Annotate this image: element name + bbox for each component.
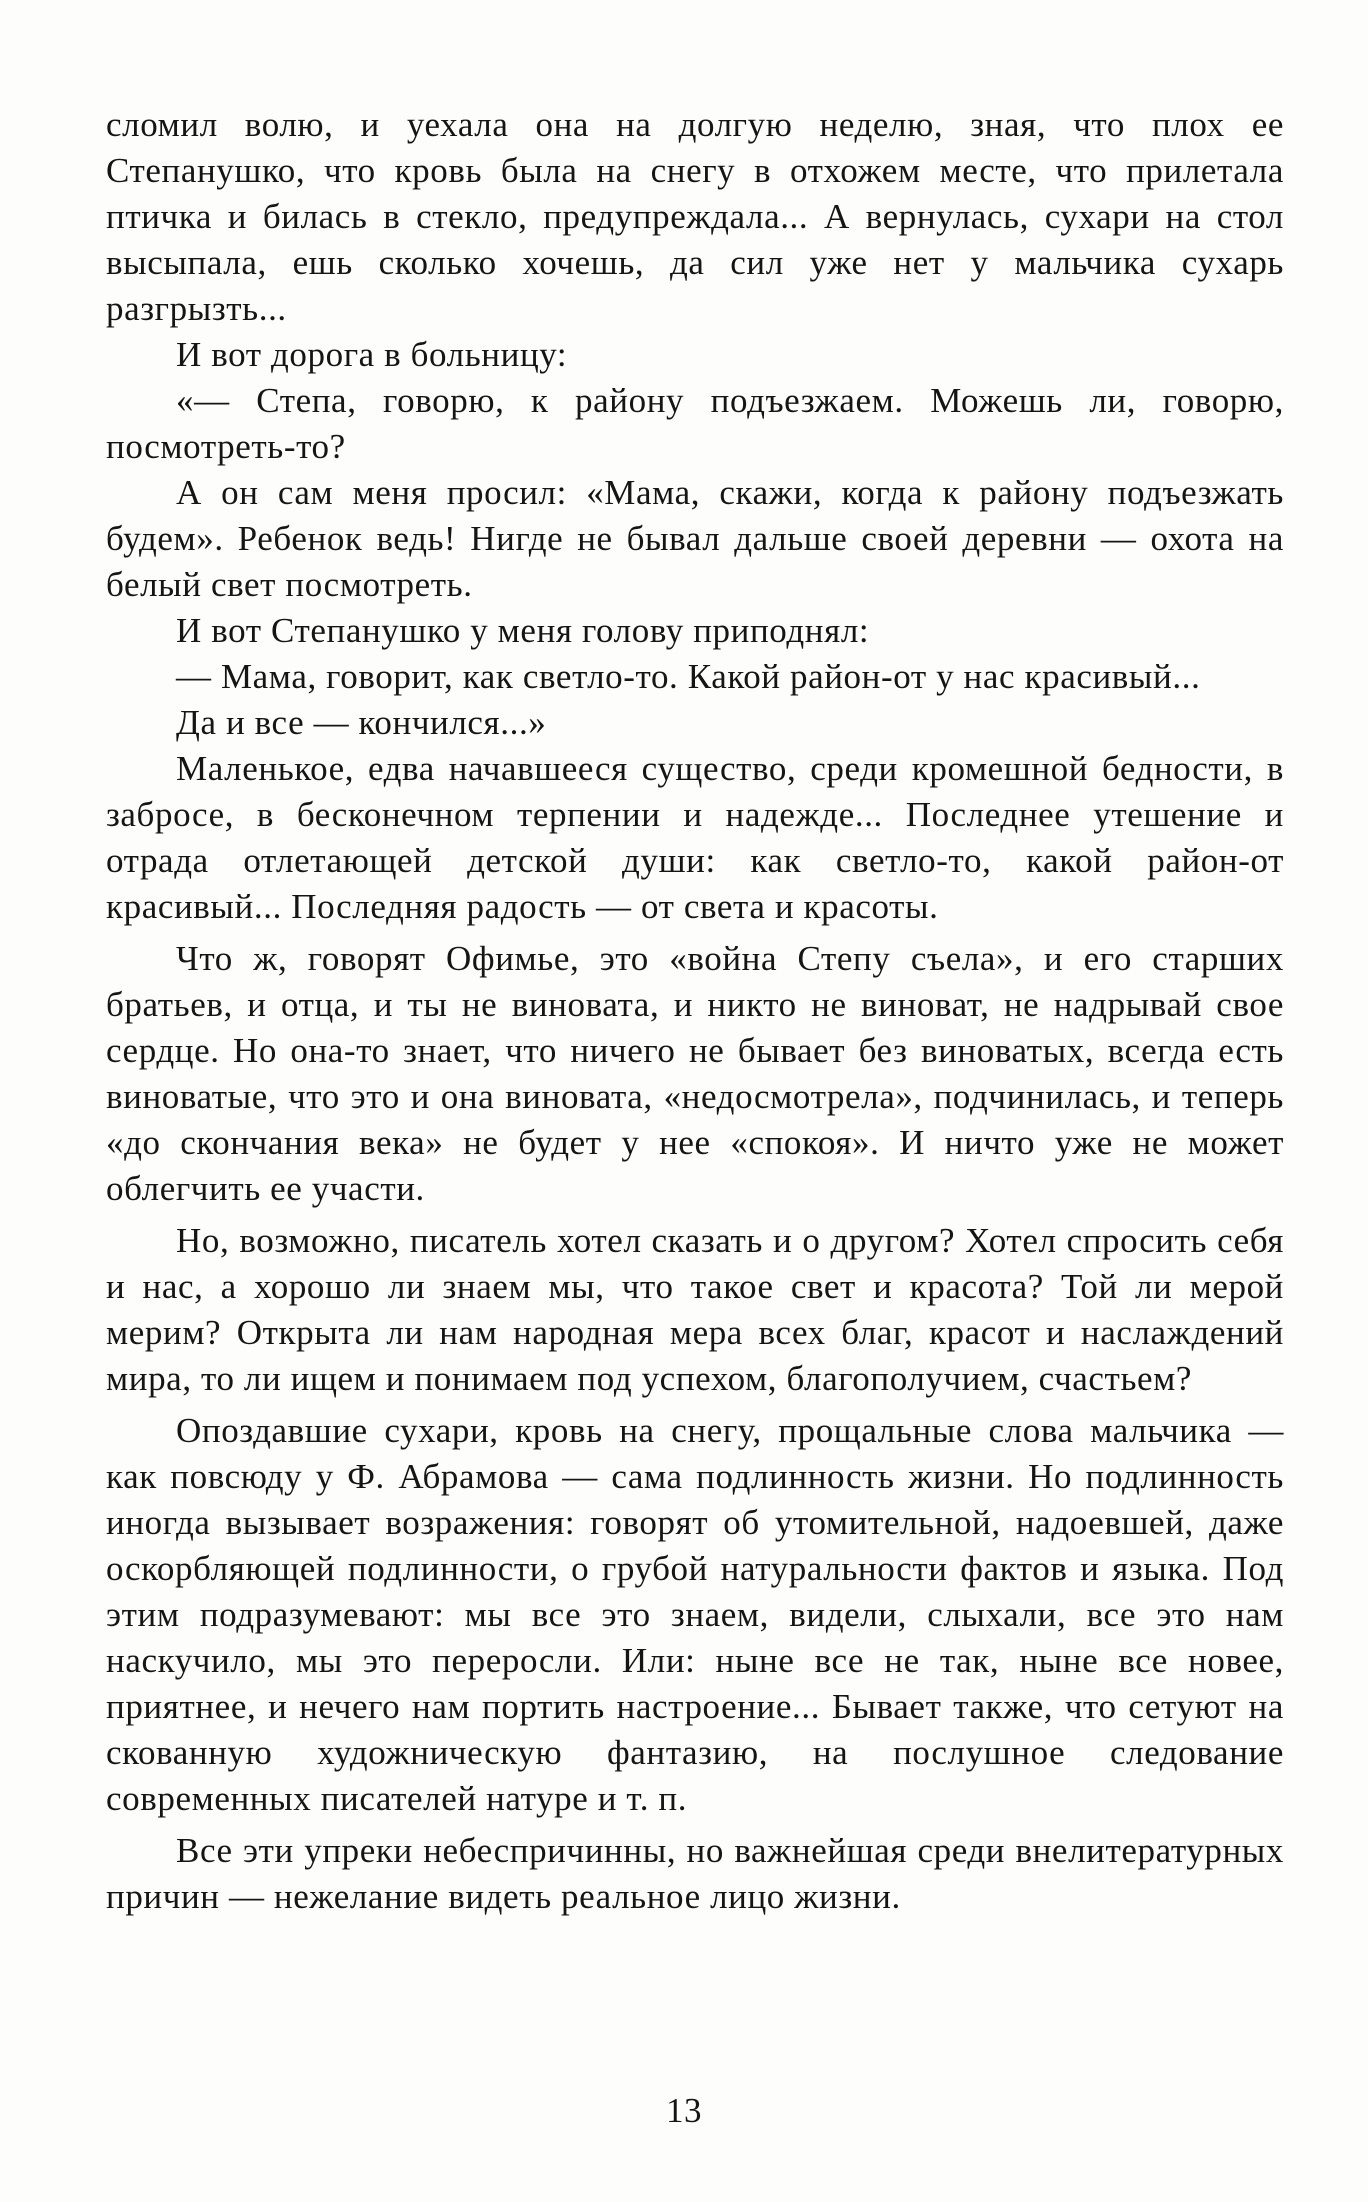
paragraph-9: Что ж, говорят Офимье, это «война Степу съела», и его старших братьев, и отца, и ты не виновата, и никто не виноват, не надрывай свое сердце. Но она-то знает, что ничего не бывает без виноватых, всегда есть виноватые, что это и она виновата, «недосмотрела», подчинилась, и теперь «до скончания века» не будет у нее «спокоя». И ничто уже не может облегчить ее участи. [106, 939, 1284, 1208]
paragraph-4: А он сам меня просил: «Мама, скажи, когда к району подъезжать будем». Ребенок ведь! Нигде не бывал дальше своей деревни — охота на белый свет посмотреть. [106, 473, 1284, 604]
page-number: 13 [666, 2091, 702, 2130]
body-text [106, 102, 1284, 1920]
paragraph-6: — Мама, говорит, как светло-то. Какой район-от у нас красивый... [176, 657, 1201, 696]
paragraph-5: И вот Степанушко у меня голову приподнял: [176, 611, 870, 650]
paragraph-2: И вот дорога в больницу: [176, 335, 568, 374]
paragraph-12: Все эти упреки небеспричинны, но важнейшая среди внелитературных причин — нежелание видеть реальное лицо жизни. [106, 1831, 1284, 1916]
paragraph-11: Опоздавшие сухари, кровь на снегу, прощальные слова мальчика — как повсюду у Ф. Абрамова — сама подлинность жизни. Но подлинность иногда вызывает возражения: говорят об утомительной, надоевшей, даже оскорбляющей подлинности, о грубой натуральности фактов и языка. Под этим подразумевают: мы все это знаем, видели, слыхали, все это нам наскучило, мы это переросли. Или: ныне все не так, ныне все новее, приятнее, и нечего нам портить настроение... Бывает также, что сетуют на скованную художническую фантазию, на послушное следование современных писателей натуре и т. п. [106, 1411, 1284, 1818]
paragraph-3: «— Степа, говорю, к району подъезжаем. Можешь ли, говорю, посмотреть-то? [106, 381, 1284, 466]
paragraph-8: Маленькое, едва начавшееся существо, среди кромешной бедности, в забросе, в бесконечном терпении и надежде... Последнее утешение и отрада отлетающей детской души: как светло-то, какой район-от красивый... Последняя радость — от света и красоты. [106, 749, 1284, 926]
paragraph-1: сломил волю, и уехала она на долгую неделю, зная, что плох ее Степанушко, что кровь была на снегу в отхожем месте, что прилетала птичка и билась в стекло, предупреждала... А вернулась, сухари на стол высыпала, ешь сколько хочешь, да сил уже нет у мальчика сухарь разгрызть... [106, 105, 1284, 328]
paragraph-10: Но, возможно, писатель хотел сказать и о другом? Хотел спросить себя и нас, а хорошо ли знаем мы, что такое свет и красота? Той ли мерой мерим? Открыта ли нам народная мера всех благ, красот и наслаждений мира, то ли ищем и понимаем под успехом, благополучием, счастьем? [106, 1221, 1284, 1398]
paragraph-7: Да и все — кончился...» [176, 703, 547, 742]
